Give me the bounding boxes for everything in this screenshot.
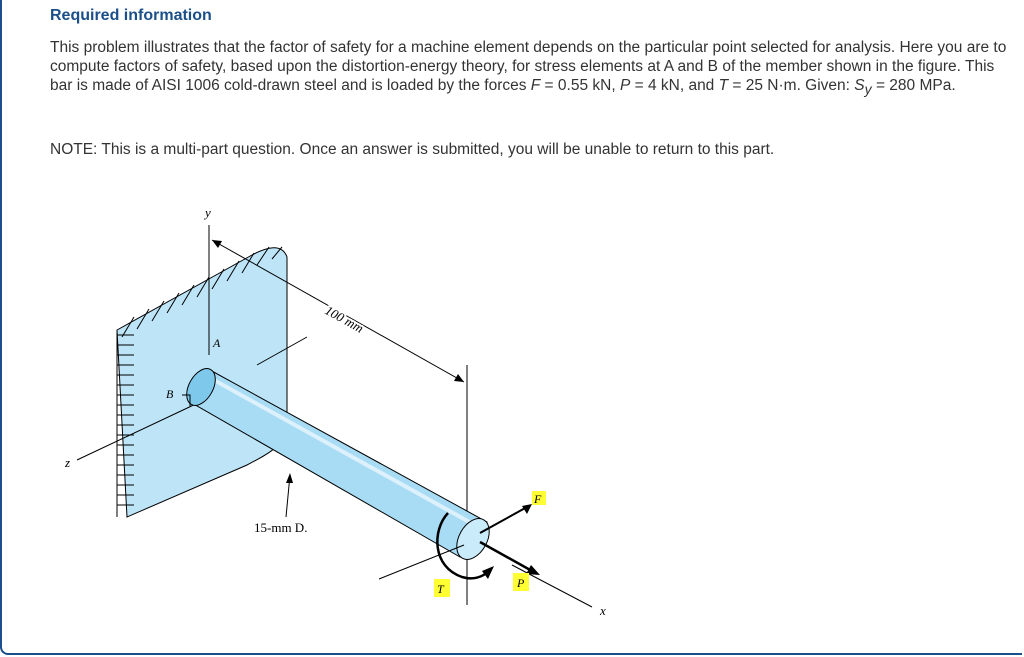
dimension-arrowhead	[454, 374, 464, 382]
torque-t-symbol: T	[718, 77, 729, 94]
diameter-arrowhead	[286, 473, 293, 483]
end-horizontal-line	[379, 545, 464, 579]
diameter-label: 15-mm D.	[254, 520, 308, 535]
problem-text: This problem illustrates that the factor of safety for a machine element depends on the particular point selected for analysis. Here you are to compute factors of safety, based upon the distortion-energy theory, for stress elements at A and B of the member shown in the figure. This bar is made of AISI 1006 cold-drawn steel and is loaded by the forces	[50, 39, 1007, 94]
dimension-label: 100 mm	[322, 302, 367, 336]
point-b-label: B	[166, 387, 174, 401]
cantilever-bar-figure	[62, 195, 622, 625]
note-text: NOTE: This is a multi-part question. Once an answer is submitted, you will be unable to return to this part.	[50, 141, 775, 158]
force-p-label: P	[517, 576, 525, 590]
torque-t-label: T	[437, 582, 444, 596]
z-axis-label: z	[65, 455, 71, 470]
point-a-label: A	[213, 336, 221, 350]
torque-t-value: = 25 N·m. Given:	[728, 77, 855, 94]
dimension-arrowhead-start	[212, 240, 222, 248]
force-f-label: F	[534, 492, 542, 506]
yield-strength-subscript: y	[864, 81, 872, 97]
force-p-value: = 4 kN, and	[630, 77, 719, 94]
force-f-value: = 0.55 kN,	[540, 77, 620, 94]
yield-strength-symbol: S	[854, 77, 865, 94]
torque-arrowhead	[482, 566, 494, 579]
section-title: Required information	[50, 7, 212, 24]
y-axis-label: y	[205, 205, 211, 220]
force-f-symbol: F	[530, 77, 541, 94]
x-axis-label: x	[600, 603, 606, 618]
force-p-arrow	[480, 542, 532, 571]
force-p-symbol: P	[619, 77, 631, 94]
problem-statement	[50, 38, 1010, 95]
force-f-arrow	[480, 507, 527, 533]
yield-strength-value: = 280 MPa.	[871, 77, 956, 94]
